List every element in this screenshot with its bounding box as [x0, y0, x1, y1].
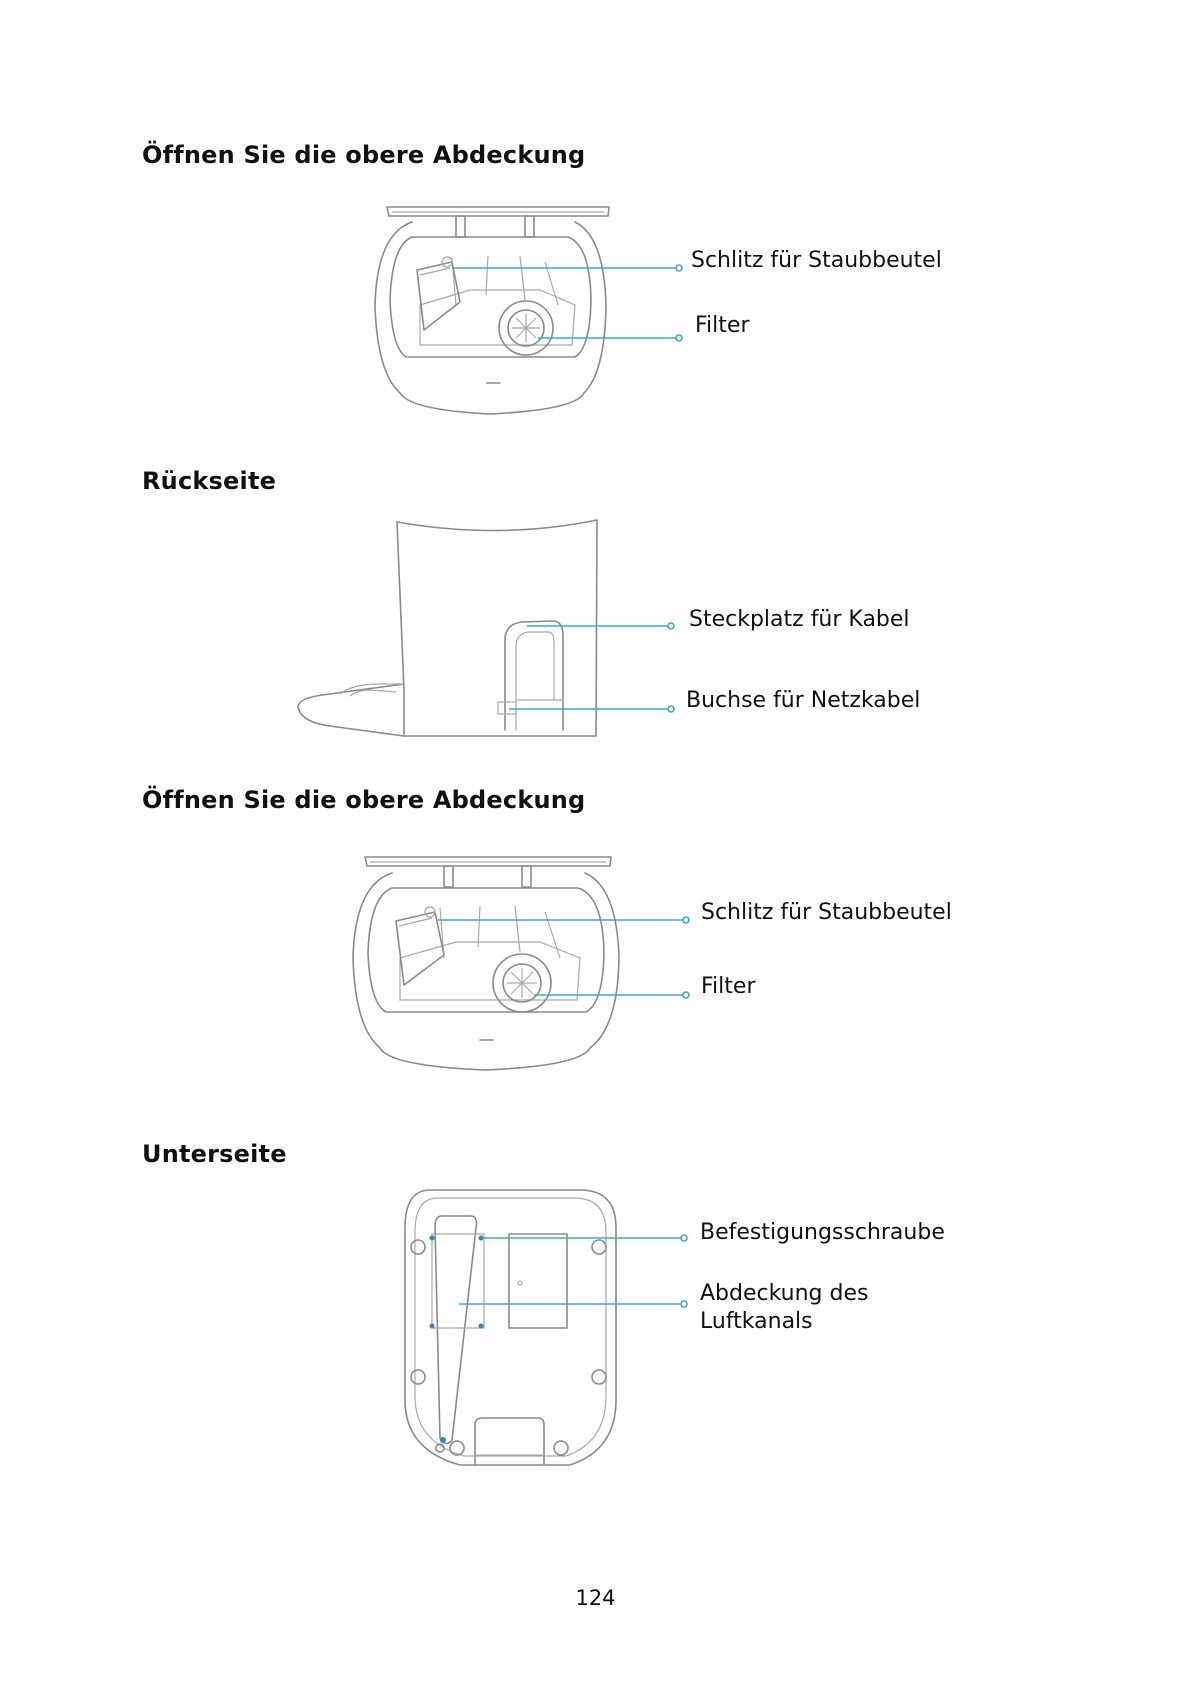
- dock-open-top-figure-1: [375, 207, 682, 414]
- section-heading-open-cover-2: Öffnen Sie die obere Abdeckung: [142, 786, 586, 814]
- callout-dust-bag-slot-1: Schlitz für Staubbeutel: [691, 248, 942, 273]
- callout-air-duct-cover-line1: Abdeckung des: [700, 1281, 869, 1306]
- section-heading-open-cover-1: Öffnen Sie die obere Abdeckung: [142, 141, 586, 169]
- callout-cable-slot: Steckplatz für Kabel: [689, 607, 910, 632]
- dock-rear-figure: [298, 520, 674, 736]
- callout-filter-1: Filter: [695, 313, 750, 338]
- dock-open-top-figure-2: [353, 857, 689, 1070]
- section-heading-bottom: Unterseite: [142, 1140, 287, 1168]
- page-number: 124: [575, 1586, 616, 1610]
- dock-bottom-figure: [405, 1190, 687, 1465]
- section-heading-rear: Rückseite: [142, 467, 277, 495]
- callout-power-socket: Buchse für Netzkabel: [686, 688, 921, 713]
- callout-air-duct-cover-line2: Luftkanals: [700, 1309, 813, 1334]
- callout-dust-bag-slot-2: Schlitz für Staubbeutel: [701, 900, 952, 925]
- callout-filter-2: Filter: [701, 974, 756, 999]
- callout-fixing-screw: Befestigungsschraube: [700, 1220, 945, 1245]
